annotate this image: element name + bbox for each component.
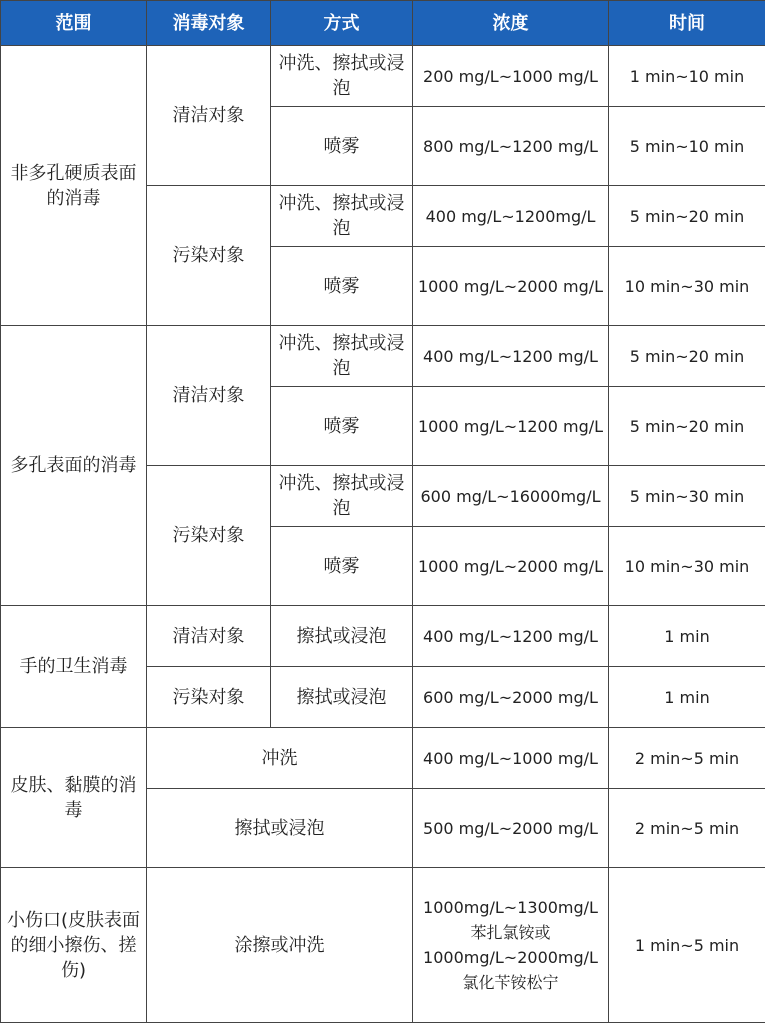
header-time: 时间 <box>609 1 765 46</box>
time-cell: 5 min~10 min <box>609 107 765 186</box>
method-cell: 喷雾 <box>271 387 413 466</box>
header-concentration: 浓度 <box>413 1 609 46</box>
scope-cell: 小伤口(皮肤表面的细小擦伤、搓伤) <box>1 868 147 1023</box>
method-cell: 冲洗 <box>147 728 413 789</box>
method-cell: 冲洗、擦拭或浸泡 <box>271 46 413 107</box>
scope-cell: 非多孔硬质表面的消毒 <box>1 46 147 326</box>
concentration-cell: 1000 mg/L~2000 mg/L <box>413 527 609 606</box>
table-row <box>1 728 765 789</box>
concentration-cell <box>413 868 609 1023</box>
concentration-cell: 600 mg/L~2000 mg/L <box>413 667 609 728</box>
scope-cell: 皮肤、黏膜的消毒 <box>1 728 147 868</box>
method-cell: 冲洗、擦拭或浸泡 <box>271 466 413 527</box>
concentration-cell: 600 mg/L~16000mg/L <box>413 466 609 527</box>
time-cell: 1 min~10 min <box>609 46 765 107</box>
target-cell: 污染对象 <box>147 466 271 606</box>
target-cell: 清洁对象 <box>147 326 271 466</box>
target-cell: 清洁对象 <box>147 606 271 667</box>
target-cell: 污染对象 <box>147 667 271 728</box>
time-cell: 10 min~30 min <box>609 247 765 326</box>
concentration-cell: 400 mg/L~1200 mg/L <box>413 606 609 667</box>
wound-conc-line2: 苯扎氯铵或 <box>470 923 551 942</box>
target-cell: 清洁对象 <box>147 46 271 186</box>
method-cell: 喷雾 <box>271 247 413 326</box>
table-row <box>1 46 765 107</box>
concentration-cell: 500 mg/L~2000 mg/L <box>413 789 609 868</box>
wound-conc-line3: 1000mg/L~2000mg/L <box>423 948 598 967</box>
concentration-cell: 400 mg/L~1000 mg/L <box>413 728 609 789</box>
table-row <box>1 868 765 1023</box>
concentration-cell: 1000 mg/L~1200 mg/L <box>413 387 609 466</box>
method-cell: 擦拭或浸泡 <box>271 667 413 728</box>
time-cell: 5 min~30 min <box>609 466 765 527</box>
concentration-cell: 400 mg/L~1200mg/L <box>413 186 609 247</box>
target-cell: 污染对象 <box>147 186 271 326</box>
method-cell: 喷雾 <box>271 527 413 606</box>
time-cell: 5 min~20 min <box>609 387 765 466</box>
method-cell: 擦拭或浸泡 <box>147 789 413 868</box>
method-cell: 涂擦或冲洗 <box>147 868 413 1023</box>
table-row <box>1 606 765 667</box>
time-cell: 1 min <box>609 606 765 667</box>
wound-conc-line1: 1000mg/L~1300mg/L <box>423 898 598 917</box>
time-cell: 5 min~20 min <box>609 326 765 387</box>
header-scope: 范围 <box>1 1 147 46</box>
scope-cell: 多孔表面的消毒 <box>1 326 147 606</box>
scope-cell: 手的卫生消毒 <box>1 606 147 728</box>
header-method: 方式 <box>271 1 413 46</box>
wound-conc-line4: 氯化苄铵松宁 <box>462 973 559 992</box>
method-cell: 喷雾 <box>271 107 413 186</box>
concentration-cell: 200 mg/L~1000 mg/L <box>413 46 609 107</box>
method-cell: 冲洗、擦拭或浸泡 <box>271 326 413 387</box>
time-cell: 1 min~5 min <box>609 868 765 1023</box>
header-target: 消毒对象 <box>147 1 271 46</box>
concentration-cell: 1000 mg/L~2000 mg/L <box>413 247 609 326</box>
table-row <box>1 326 765 387</box>
method-cell: 擦拭或浸泡 <box>271 606 413 667</box>
time-cell: 1 min <box>609 667 765 728</box>
header-row <box>1 1 765 46</box>
time-cell: 2 min~5 min <box>609 728 765 789</box>
method-cell: 冲洗、擦拭或浸泡 <box>271 186 413 247</box>
concentration-cell: 800 mg/L~1200 mg/L <box>413 107 609 186</box>
time-cell: 10 min~30 min <box>609 527 765 606</box>
concentration-cell: 400 mg/L~1200 mg/L <box>413 326 609 387</box>
time-cell: 2 min~5 min <box>609 789 765 868</box>
time-cell: 5 min~20 min <box>609 186 765 247</box>
